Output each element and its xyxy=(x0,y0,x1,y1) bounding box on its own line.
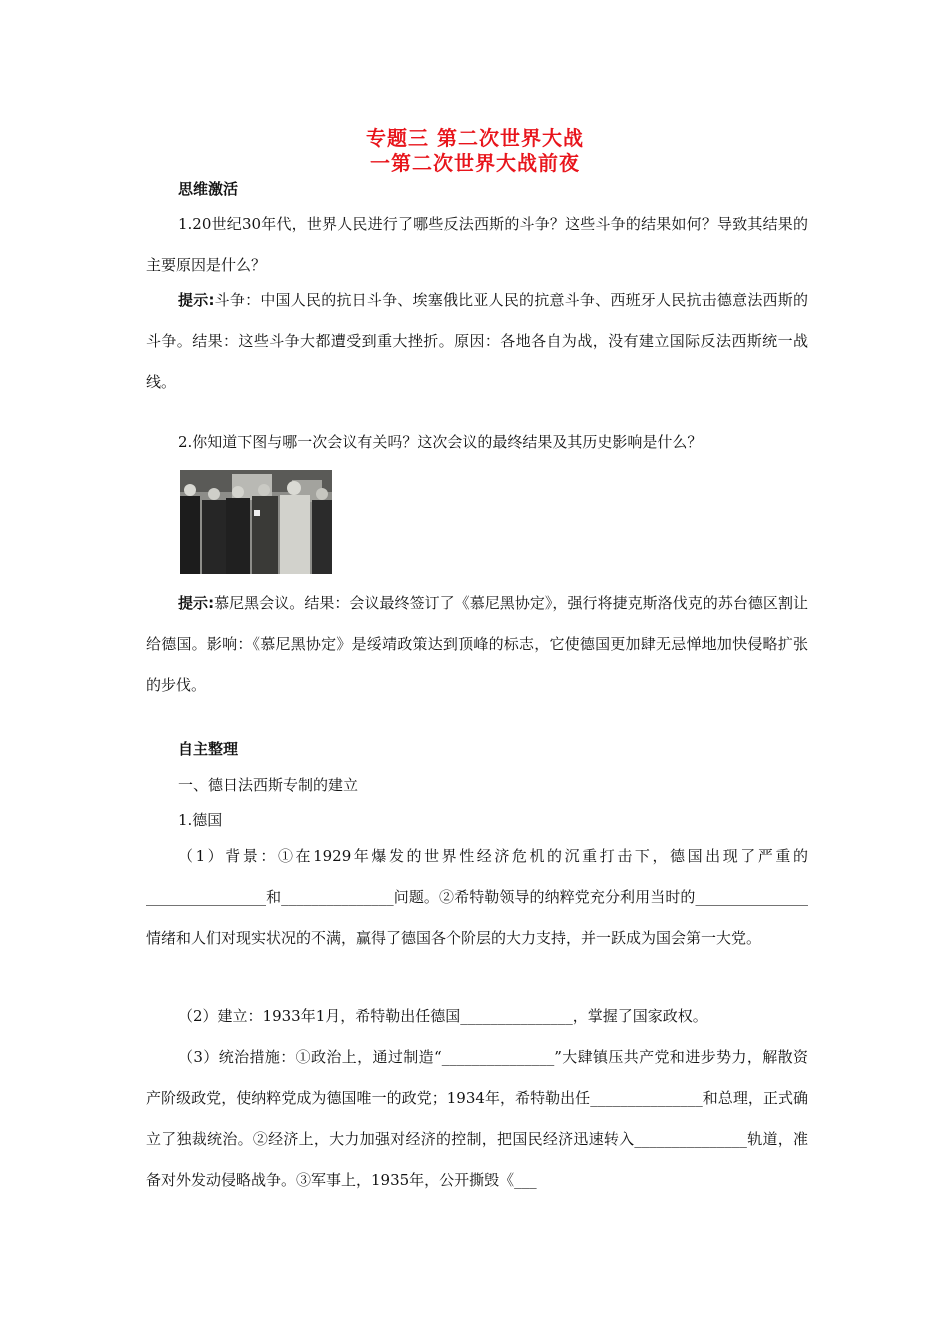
subheading-germany: 1.德国 xyxy=(178,811,223,829)
paragraph-background: （1）背景：①在1929年爆发的世界性经济危机的沉重打击下，德国出现了严重的________________和_______________问题。②希特勒领导的纳粹党充分利用当时的_______________情绪和人们对现实状况的不满，赢得了德国各个阶层的大力支持，并一跃成为国会第一大党。 xyxy=(146,847,808,947)
section-heading-thinking: 思维激活 xyxy=(178,180,239,198)
hint-label-2: 提示: xyxy=(178,594,215,612)
section-heading-self-study: 自主整理 xyxy=(178,740,239,758)
title-line-1: 专题三 第二次世界大战 xyxy=(366,126,584,150)
subheading-1: 一、德日法西斯专制的建立 xyxy=(178,776,359,794)
answer-2-text: 慕尼黑会议。结果：会议最终签订了《慕尼黑协定》，强行将捷克斯洛伐克的苏台德区割让给德国。影响：《慕尼黑协定》是绥靖政策达到顶峰的标志，它使德国更加肆无忌惮地加快侵略扩张的步伐。 xyxy=(146,594,808,694)
answer-1 xyxy=(146,280,808,403)
munich-conference-photo xyxy=(180,470,332,574)
question-2: 2.你知道下图与哪一次会议有关吗？这次会议的最终结果及其历史影响是什么？ xyxy=(178,433,703,451)
paragraph-measures: （3）统治措施：①政治上，通过制造“_______________”大肆镇压共产党和进步势力，解散资产阶级政党，使纳粹党成为德国唯一的政党；1934年，希特勒出任_______________和总理，正式确立了独裁统治。②经济上，大力加强对经济的控制，把国民经济迅速转入_______________轨道，准备对外发动侵略战争。③军事上，1935年，公开撕毁《___ xyxy=(146,1048,808,1189)
hint-label: 提示: xyxy=(178,291,215,309)
answer-2 xyxy=(146,583,808,706)
question-1: 1.20世纪30年代，世界人民进行了哪些反法西斯的斗争？这些斗争的结果如何？导致其结果的主要原因是什么？ xyxy=(146,215,808,274)
paragraph-establishment: （2）建立：1933年1月，希特勒出任德国_______________，掌握了国家政权。 xyxy=(178,1007,708,1025)
answer-1-text: 斗争：中国人民的抗日斗争、埃塞俄比亚人民的抗意斗争、西班牙人民抗击德意法西斯的斗争。结果：这些斗争大都遭受到重大挫折。原因：各地各自为战，没有建立国际反法西斯统一战线。 xyxy=(146,291,808,391)
title-line-2: 一第二次世界大战前夜 xyxy=(370,151,580,175)
